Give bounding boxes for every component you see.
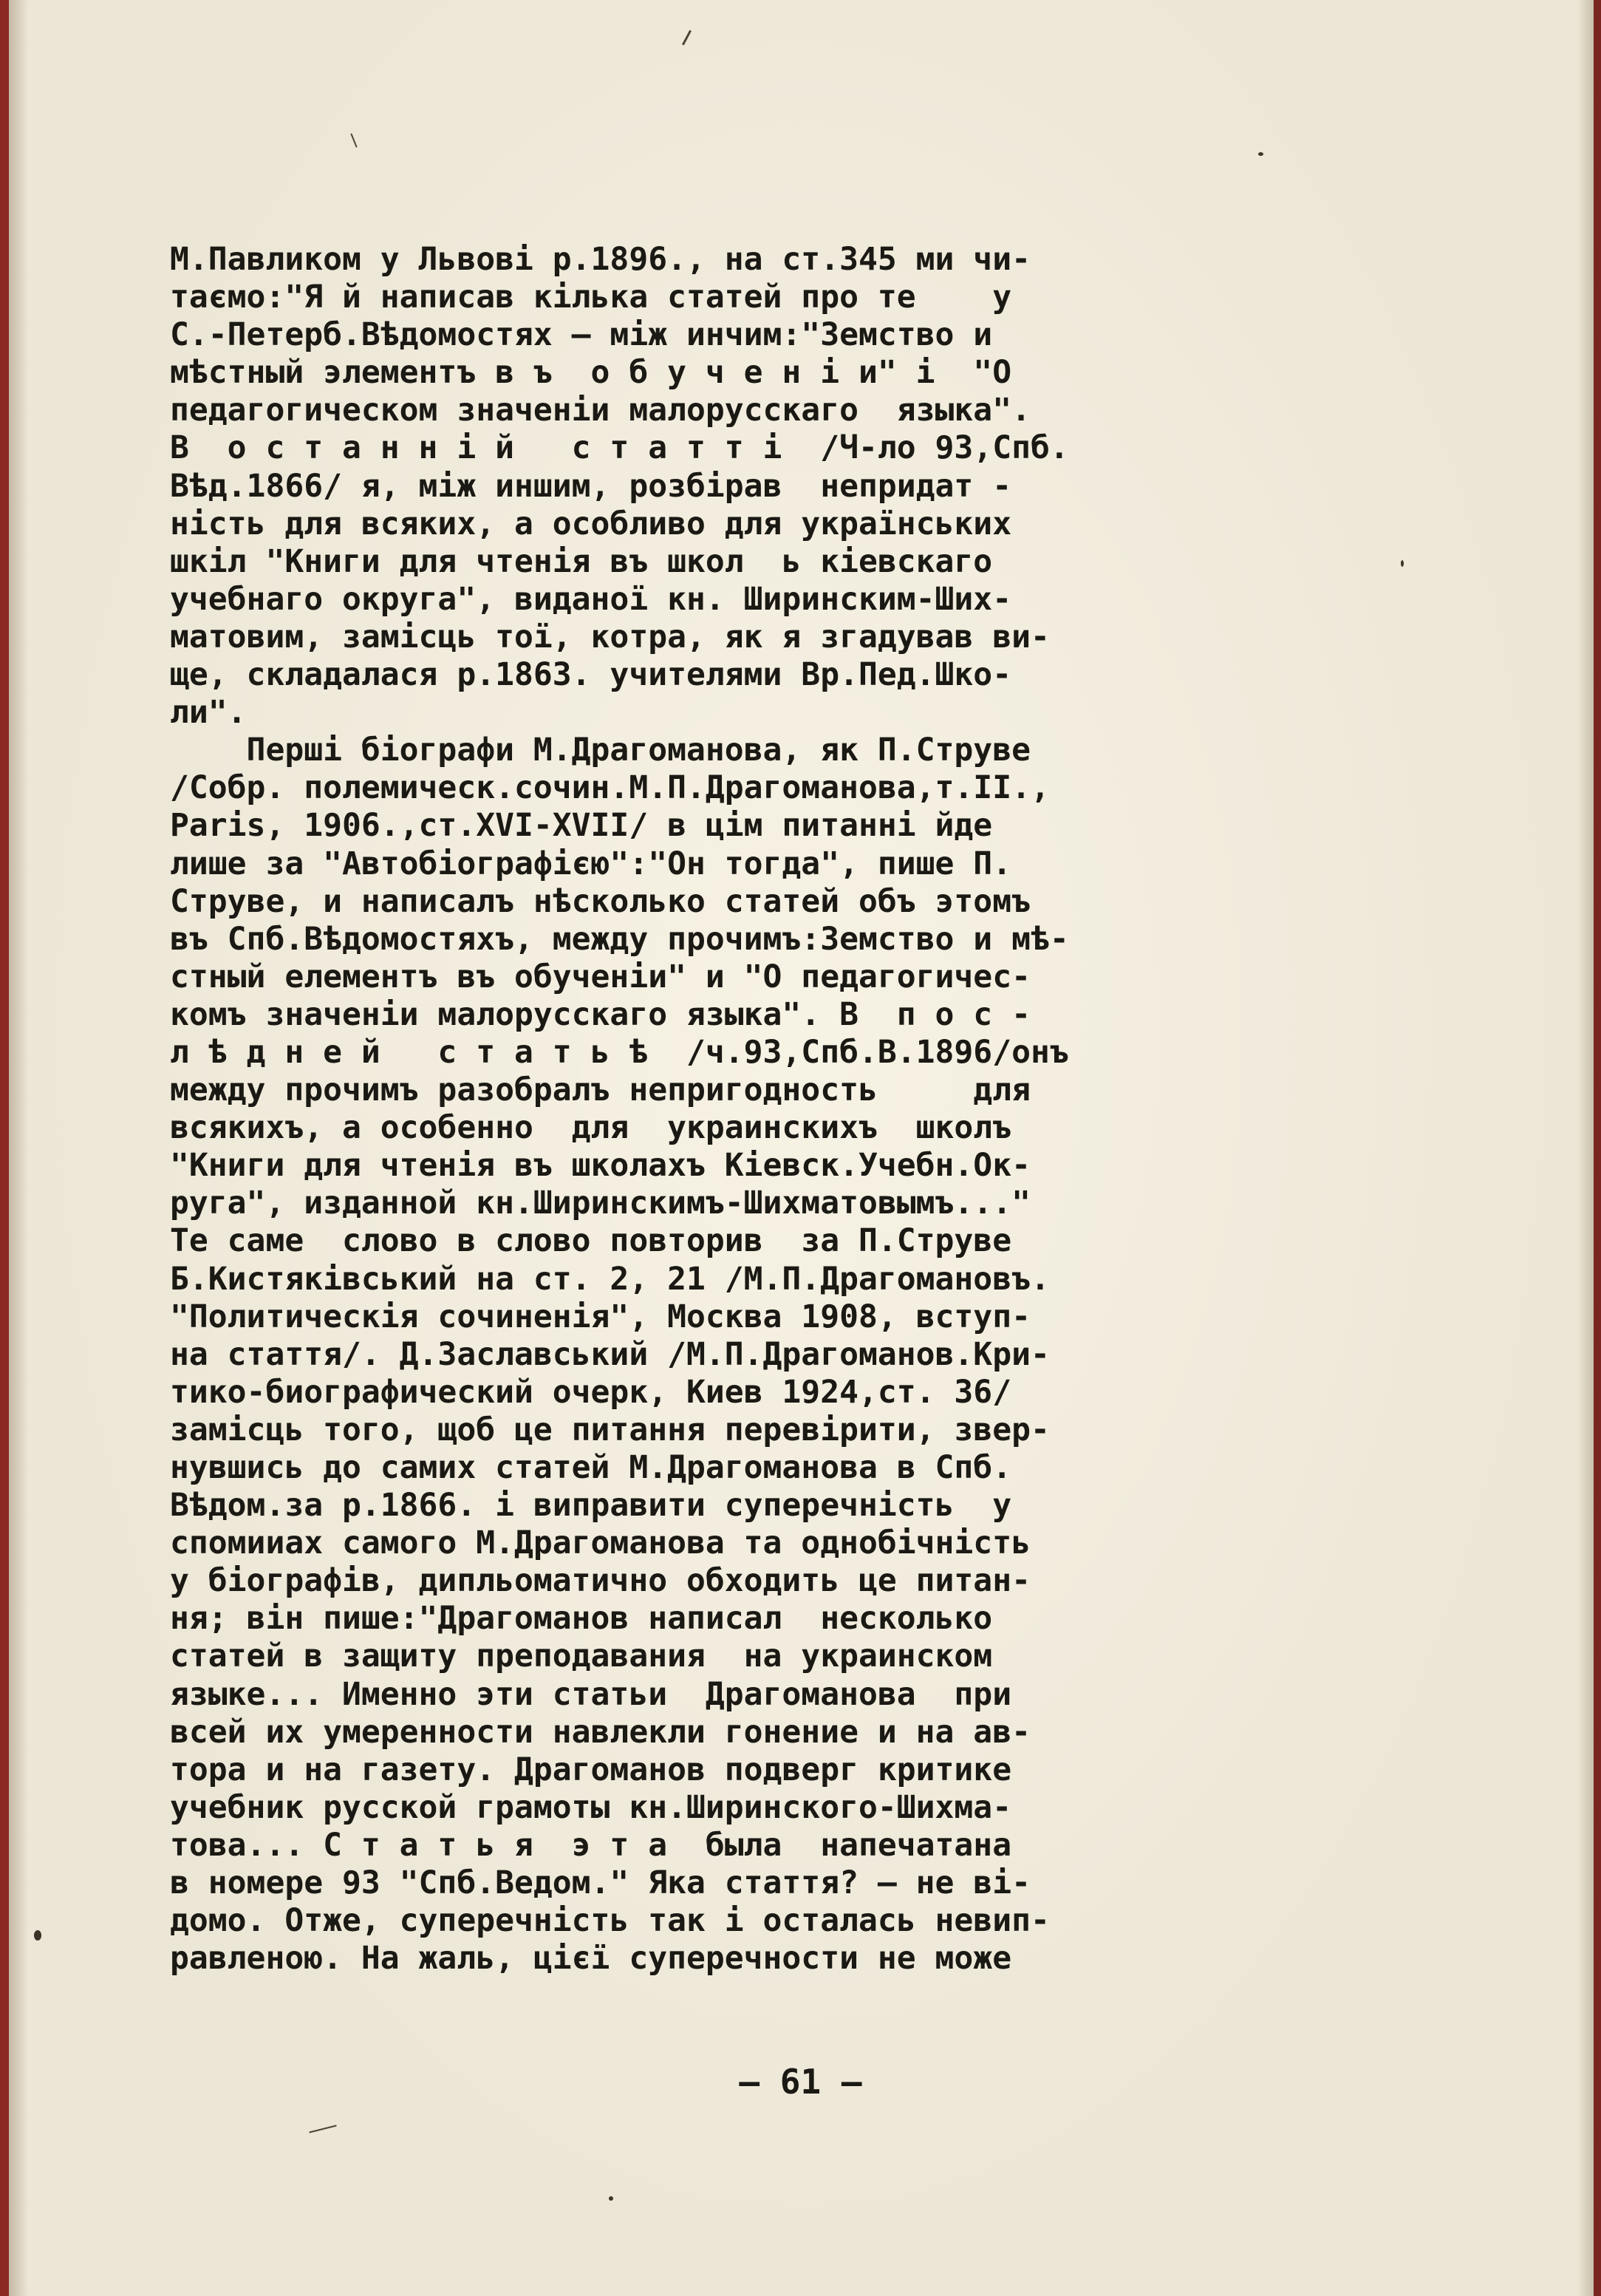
text-line: Струве, и написалъ нѣсколько статей объ этомъ	[170, 882, 1031, 920]
binding-edge-right	[1594, 0, 1601, 2296]
text-line: Перші біографи М.Драгоманова, як П.Струве	[170, 732, 1031, 769]
text-line: языке... Именно эти статьи Драгоманова при	[170, 1675, 1012, 1713]
text-line: шкіл "Книги для чтенія въ школ ь кіевскаго	[170, 542, 993, 580]
text-line: /Собр. полемическ.сочин.М.П.Драгоманова,т.II.,	[170, 769, 1050, 807]
text-line: В о с т а н н і й с т а т т і /Ч-ло 93,Спб.	[170, 429, 1069, 467]
text-line: равленою. На жаль, цієї суперечности не може	[170, 1940, 1012, 1978]
text-line: М.Павликом у Львові р.1896., на ст.345 ми чи-	[170, 241, 1031, 278]
text-line: лише за "Автобіографією":"Он тогда", пише П.	[170, 845, 1012, 882]
text-line: "Книги для чтенія въ школахъ Кіевск.Учебн.Ок-	[170, 1147, 1031, 1185]
text-line: "Политическія сочиненія", Москва 1908, вступ-	[170, 1298, 1031, 1335]
text-line: домо. Отже, суперечність так і осталась невип-	[170, 1902, 1050, 1940]
text-line: таємо:"Я й написав кілька статей про те у	[170, 279, 1012, 316]
text-line: ня; він пише:"Драгоманов написал несколько	[170, 1600, 993, 1638]
page-number: – 61 –	[739, 2062, 862, 2102]
text-line: всей их умеренности навлекли гонение и на ав-	[170, 1713, 1031, 1751]
text-line: ли".	[170, 694, 247, 732]
text-line: ність для всяких, а особливо для українських	[170, 505, 1012, 542]
text-line: Вѣдом.за р.1866. і виправити суперечність у	[170, 1487, 1012, 1525]
paper-speck	[609, 2196, 613, 2201]
text-line: нувшись до самих статей М.Драгоманова в Спб.	[170, 1449, 1012, 1486]
text-line: л ѣ д н е й с т а т ь ѣ /ч.93,Спб.В.1896/онъ	[170, 1033, 1069, 1071]
text-line: стный елементъ въ обученіи" и "О педагогичес-	[170, 958, 1031, 995]
text-line: ще, складалася р.1863. учителями Вр.Пед.Шко-	[170, 656, 1012, 694]
text-line: матовим, замісць тої, котра, як я згадував ви-	[170, 618, 1050, 655]
text-line: С.-Петерб.Вѣдомостях – між инчим:"Земство и	[170, 316, 993, 354]
text-line: руга", изданной кн.Ширинскимъ-Шихматовымъ..."	[170, 1185, 1031, 1222]
text-line: на стаття/. Д.Заславський /М.П.Драгоманов.Кри-	[170, 1335, 1050, 1373]
pencil-mark	[350, 133, 357, 147]
text-line: педагогическом значеніи малорусскаго языка".	[170, 392, 1031, 429]
binding-edge-left	[0, 0, 9, 2296]
text-line: замісць того, щоб це питання перевірити, звер-	[170, 1411, 1050, 1448]
text-line: Те саме слово в слово повторив за П.Струве	[170, 1222, 1012, 1260]
paper-speck	[1258, 152, 1263, 156]
text-line: спомииах самого М.Драгоманова та однобічність	[170, 1525, 1031, 1562]
pencil-mark	[309, 2125, 336, 2133]
gutter-shadow-right	[1577, 0, 1594, 2296]
body-text	[170, 241, 1278, 1978]
text-line: учебник русской грамоты кн.Ширинского-Шихма-	[170, 1788, 1012, 1826]
text-line: въ Спб.Вѣдомостяхъ, между прочимъ:Земство и мѣ-	[170, 920, 1069, 958]
text-line: тора и на газету. Драгоманов подверг критике	[170, 1751, 1012, 1788]
text-line: статей в защиту преподавания на украинском	[170, 1638, 993, 1675]
text-line: тико-биографический очерк, Киев 1924,ст. 36/	[170, 1373, 1012, 1411]
text-line: Paris, 1906.,ст.XVI-XVII/ в цім питанні йде	[170, 807, 993, 845]
paper-speck	[1401, 560, 1404, 567]
text-line: между прочимъ разобралъ непригодность для	[170, 1072, 1031, 1109]
text-line: учебнаго округа", виданої кн. Ширинским-Ших-	[170, 580, 1012, 618]
text-line: у біографів, дипльоматично обходить це питан-	[170, 1562, 1031, 1600]
pencil-mark	[682, 30, 692, 46]
paper-speck	[34, 1930, 41, 1941]
text-line: Б.Кистяківський на ст. 2, 21 /М.П.Драгомановъ.	[170, 1260, 1050, 1298]
text-line: всякихъ, а особенно для украинскихъ школъ	[170, 1109, 1012, 1147]
text-line: комъ значеніи малорусскаго языка". В п о с -	[170, 995, 1031, 1033]
text-line: мѣстный элементъ в ъ о б у ч е н і и" і "О	[170, 354, 1012, 392]
text-line: в номере 93 "Спб.Ведом." Яка стаття? – не ві-	[170, 1864, 1031, 1902]
gutter-shadow-left	[9, 0, 28, 2296]
text-line: Вѣд.1866/ я, між иншим, розбірав непридат -	[170, 467, 1012, 505]
text-line: това... С т а т ь я э т а была напечатана	[170, 1826, 1012, 1864]
